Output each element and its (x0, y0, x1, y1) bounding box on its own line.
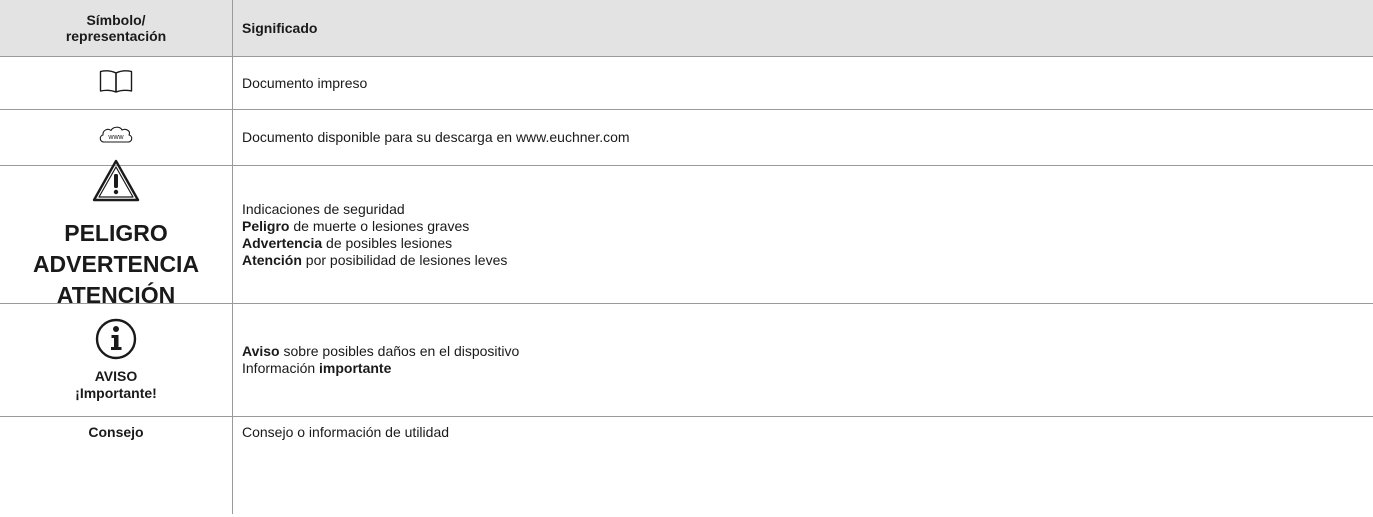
table-row-safety (0, 166, 1373, 308)
table-row-printed-document (0, 57, 1373, 110)
notice-line1 (242, 343, 1373, 360)
meaning-cell: Documento disponible para su descarga en www.euchner.com (242, 129, 630, 145)
safety-line3-bold: Advertencia (242, 234, 323, 251)
safety-line2-rest: de muerte o lesiones graves (289, 217, 470, 234)
header-symbol-line1: Símbolo/ (86, 12, 146, 28)
label-important: ¡Importante! (75, 385, 157, 401)
notice-line2 (242, 360, 1373, 377)
warning-triangle-icon (92, 159, 140, 208)
header-symbol-line2: representación (65, 28, 167, 44)
table-row-notice (0, 304, 1373, 417)
label-danger: PELIGRO (64, 219, 168, 246)
symbol-cell (0, 166, 233, 308)
safety-line1: Indicaciones de seguridad (242, 200, 405, 217)
safety-line4-bold: Atención (242, 251, 302, 268)
header-symbol (0, 0, 233, 56)
notice-line2-bold: importante (319, 360, 392, 376)
meaning-cell (233, 166, 1373, 303)
label-notice: AVISO (94, 368, 138, 384)
label-warning: ADVERTENCIA (32, 250, 200, 277)
table-header-row (0, 0, 1373, 57)
safety-line2-bold: Peligro (242, 217, 290, 234)
header-meaning: Significado (242, 19, 318, 36)
meaning-cell: Documento impreso (242, 74, 368, 91)
label-caution: ATENCIÓN (56, 281, 176, 308)
book-icon (99, 69, 133, 98)
safety-line4-rest: por posibilidad de lesiones leves (301, 251, 508, 268)
symbol-cell (0, 110, 233, 165)
notice-line1-rest: sobre posibles daños en el dispositivo (279, 343, 520, 359)
meaning-cell: Consejo o información de utilidad (242, 424, 450, 440)
symbol-cell (0, 57, 233, 109)
notice-line2-start: Información (242, 360, 320, 376)
safety-line3 (242, 235, 1373, 252)
www-cloud-icon (98, 125, 134, 150)
table-row-tip (0, 417, 1373, 514)
table-row-download (0, 110, 1373, 166)
safety-line2 (242, 218, 1373, 235)
notice-line1-bold: Aviso (242, 343, 280, 359)
svg-text:www: www (108, 134, 124, 141)
symbol-label-tip: Consejo (0, 417, 233, 514)
safety-line3-rest: de posibles lesiones (322, 234, 453, 251)
info-circle-icon (95, 318, 137, 365)
safety-line4 (242, 252, 1373, 269)
symbol-cell (0, 304, 233, 416)
meaning-cell (233, 304, 1373, 416)
